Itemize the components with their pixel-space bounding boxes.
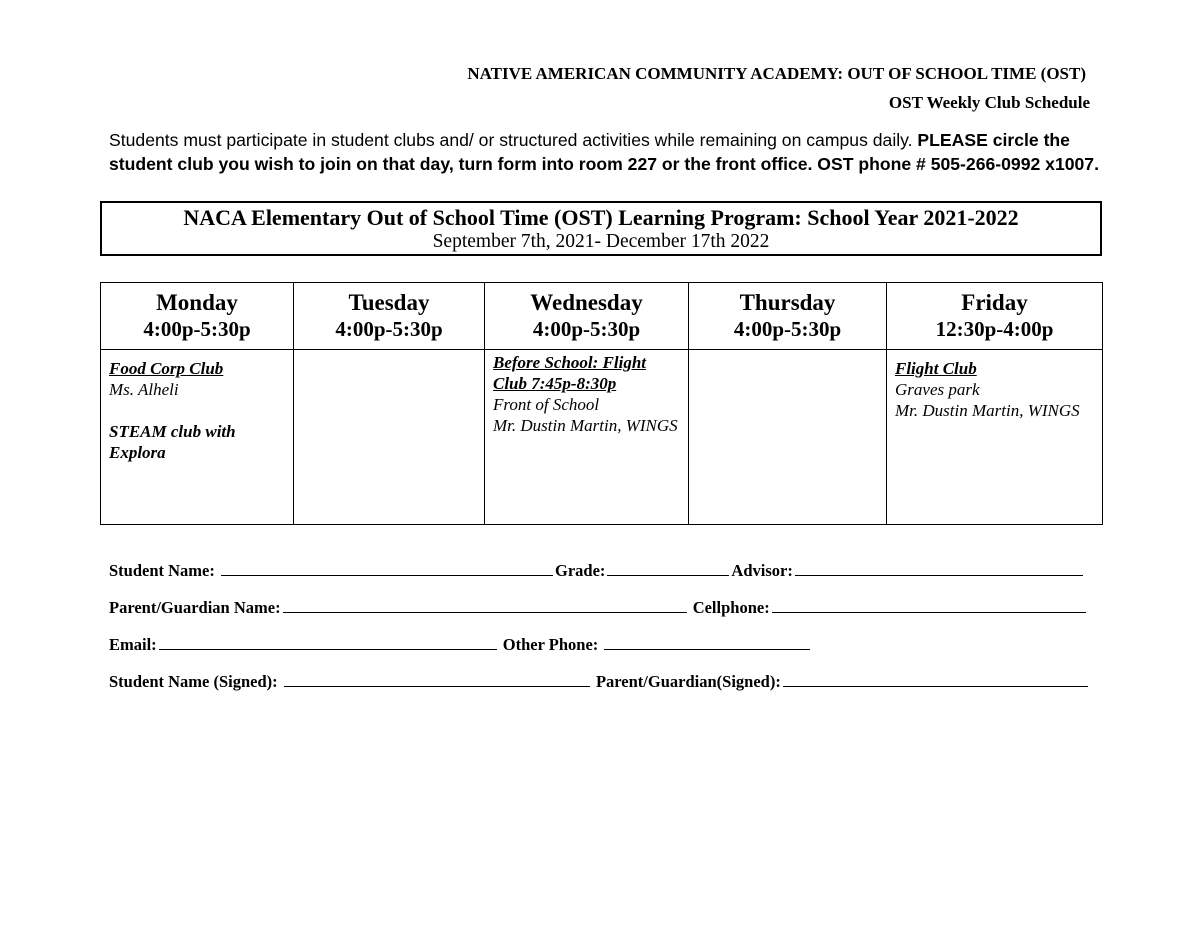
weekly-schedule-table — [100, 282, 1103, 525]
organization-header: NATIVE AMERICAN COMMUNITY ACADEMY: OUT OF SCHOOL TIME (OST) — [467, 64, 1086, 83]
day-header-monday — [101, 283, 294, 350]
day-name: Tuesday — [348, 290, 430, 315]
club-title-before-school-flight: Before School: Flight Club 7:45p-8:30p — [493, 353, 647, 393]
email-label: Email: — [109, 635, 157, 654]
club-title-steam: STEAM club with Explora — [109, 422, 236, 462]
cellphone-field[interactable] — [772, 598, 1086, 613]
advisor-field[interactable] — [795, 561, 1083, 576]
club-location: Front of School — [493, 395, 600, 414]
student-name-field[interactable] — [221, 561, 553, 576]
other-phone-label: Other Phone: — [502, 635, 599, 654]
friday-clubs-cell — [887, 350, 1103, 525]
wednesday-clubs-cell — [485, 350, 689, 525]
grade-label: Grade: — [555, 561, 606, 580]
club-leader: Mr. Dustin Martin, WINGS — [493, 416, 678, 435]
schedule-subtitle: OST Weekly Club Schedule — [888, 93, 1090, 112]
parent-name-label: Parent/Guardian Name: — [109, 598, 281, 617]
student-signature-field[interactable] — [284, 672, 590, 687]
form-row-signatures — [109, 672, 1090, 692]
day-name: Thursday — [739, 290, 836, 315]
other-phone-field[interactable] — [604, 635, 810, 650]
student-signed-label: Student Name (Signed): — [109, 672, 278, 691]
form-row-parent — [109, 598, 1088, 618]
instructions-text: Students must participate in student clubs and/ or structured activities while remaining on campus daily. — [109, 130, 918, 150]
club-title-food-corp: Food Corp Club — [109, 359, 224, 378]
club-title-flight: Flight Club — [895, 359, 977, 378]
monday-clubs-cell — [101, 350, 294, 525]
parent-name-field[interactable] — [283, 598, 687, 613]
club-location: Graves park — [895, 380, 980, 399]
day-time: 4:00p-5:30p — [532, 317, 641, 341]
day-header-wednesday — [485, 283, 689, 350]
day-name: Monday — [156, 290, 238, 315]
day-header-thursday — [689, 283, 887, 350]
day-name: Wednesday — [530, 290, 643, 315]
parent-signed-label: Parent/Guardian(Signed): — [595, 672, 781, 691]
day-time: 4:00p-5:30p — [733, 317, 842, 341]
day-time: 4:00p-5:30p — [143, 317, 251, 341]
thursday-clubs-cell — [689, 350, 887, 525]
club-leader: Mr. Dustin Martin, WINGS — [895, 401, 1080, 420]
form-row-student — [109, 561, 1085, 581]
grade-field[interactable] — [607, 561, 729, 576]
parent-signature-field[interactable] — [783, 672, 1088, 687]
day-name: Friday — [961, 290, 1028, 315]
day-header-tuesday — [294, 283, 485, 350]
instructions-paragraph — [109, 128, 1099, 176]
email-field[interactable] — [159, 635, 497, 650]
student-name-label: Student Name: — [109, 561, 215, 580]
tuesday-clubs-cell — [294, 350, 485, 525]
club-leader: Ms. Alheli — [109, 380, 179, 399]
form-row-email — [109, 635, 812, 655]
instructions-emphasis: PLEASE circle the student club you wish to join on that day, turn form into room 227 or the front office. OST phone # 505-266-0992 x1007. — [109, 130, 1099, 174]
day-time: 12:30p-4:00p — [935, 317, 1054, 341]
cellphone-label: Cellphone: — [692, 598, 770, 617]
day-header-friday — [887, 283, 1103, 350]
program-banner — [100, 201, 1102, 256]
schedule-clubs-row — [101, 350, 1103, 525]
program-title: NACA Elementary Out of School Time (OST) Learning Program: School Year 2021-2022 — [183, 205, 1019, 230]
advisor-label: Advisor: — [731, 561, 793, 580]
day-time: 4:00p-5:30p — [335, 317, 443, 341]
schedule-header-row — [101, 283, 1103, 350]
program-dates: September 7th, 2021- December 17th 2022 — [432, 231, 770, 252]
